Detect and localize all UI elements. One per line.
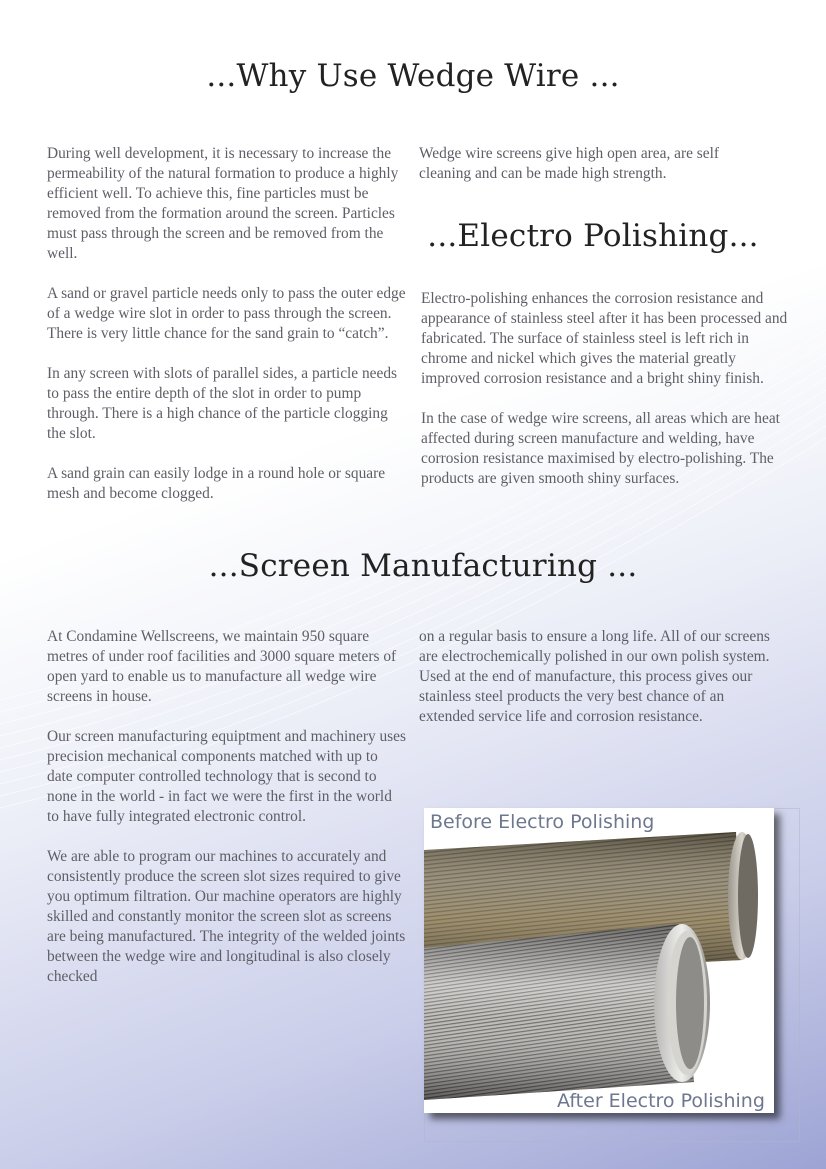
electro-paragraph-heat-affected: In the case of wedge wire screens, all areas which are heat affected during screen manufacture and welding, have corrosion resistance maximised by electro-polishing. The products are given smooth shiny surfaces.	[421, 410, 780, 487]
heading-electro-polishing: ...Electro Polishing...	[427, 218, 759, 254]
manufacturing-left-column	[47, 627, 407, 1007]
why-paragraph-parallel-slots: In any screen with slots of parallel sides, a particle needs to pass the entire depth of the slot in order to pump through. There is a high chance of the particle clogging the slot.	[47, 365, 398, 442]
electro-paragraph-corrosion: Electro-polishing enhances the corrosion resistance and appearance of stainless steel after it has been processed and fabricated. The surface of stainless steel is left rich in chrome and nickel which gives the material greatly improved corrosion resistance and a bright shiny finish.	[421, 290, 788, 387]
photo-label-before: Before Electro Polishing	[430, 811, 655, 833]
why-paragraph-outer-edge: A sand or gravel particle needs only to pass the outer edge of a wedge wire slot in order to pass through the screen. There is very little chance for the sand grain to “catch”.	[47, 285, 406, 342]
manufacturing-paragraph-facilities: At Condamine Wellscreens, we maintain 950 square metres of under roof facilities and 3000 square meters of open yard to enable us to manufacture all wedge wire screens in house.	[47, 628, 397, 705]
manufacturing-paragraph-slot-sizes: We are able to program our machines to accurately and consistently produce the screen slot sizes required to give you optimum filtration. Our machine operators are highly skilled and constantly monitor the screen slot as screens are being manufactured. The integrity of the welded joints between the wedge wire and longitudinal is also closely checked	[47, 848, 406, 985]
photo-label-after: After Electro Polishing	[557, 1090, 765, 1112]
why-paragraph-open-area: Wedge wire screens give high open area, are self cleaning and can be made high strength.	[419, 145, 720, 182]
heading-screen-manufacturing: ...Screen Manufacturing ...	[208, 548, 638, 584]
wedge-wire-screens-illustration	[424, 808, 774, 1113]
manufacturing-paragraph-equipment: Our screen manufacturing equiptment and machinery uses precision mechanical components matched with up to date computer controlled technology that is second to none in the world - in fact we were the first in the world to have fully integrated electronic control.	[47, 728, 406, 825]
manufacturing-paragraph-polish-system: on a regular basis to ensure a long life. All of our screens are electrochemically polished in our own polish system. Used at the end of manufacture, this process gives our stainless steel products the very best chance of an extended service life and corrosion resistance.	[419, 628, 770, 725]
why-paragraph-round-hole: A sand grain can easily lodge in a round hole or square mesh and become clogged.	[47, 465, 386, 502]
why-left-column	[47, 144, 407, 524]
before-after-photo	[424, 808, 774, 1113]
electro-column	[421, 289, 789, 509]
manufacturing-right-column	[419, 627, 777, 747]
heading-why-wedge-wire: ...Why Use Wedge Wire ...	[206, 58, 620, 94]
why-right-column	[419, 144, 764, 204]
why-paragraph-development: During well development, it is necessary to increase the permeability of the natural formation to produce a highly efficient well. To achieve this, fine particles must be removed from the formation around the screen. Particles must pass through the screen and be removed from the well.	[47, 145, 399, 262]
